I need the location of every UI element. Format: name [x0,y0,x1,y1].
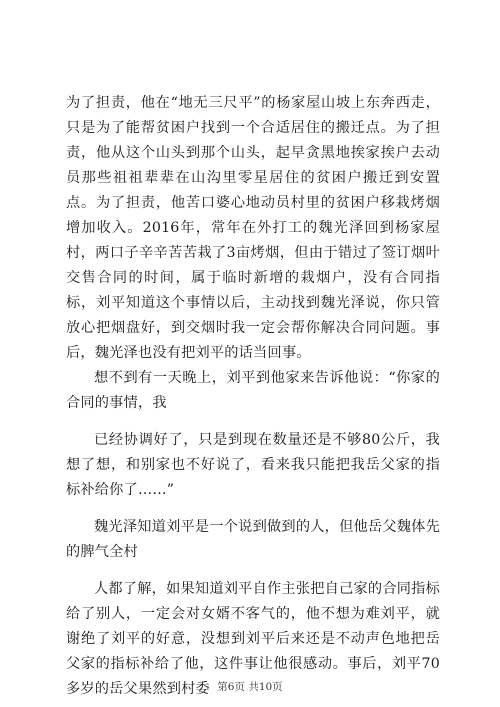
document-body [66,91,440,702]
page-footer [0,679,500,694]
paragraph-2: 想不到有一天晚上，刘平到他家来告诉他说：“你家的合同的事情，我 [66,370,440,411]
paragraph-4: 魏光泽知道刘平是一个说到做到的人，但他岳父魏体先的脾气全村 [66,519,440,560]
paragraph-3: 已经协调好了，只是到现在数量还是不够80公斤，我想了想，和别家也不好说了，看来我只能把我岳父家的指标补给你了……” [66,432,440,498]
page-number: 第6页 共10页 [217,681,283,693]
paragraph-1: 为了担责，他在“地无三尺平”的杨家屋山坡上东奔西走，只是为了能帮贫困户找到一个合适居住的搬迁点。为了担责，他从这个山头到那个山头，起早贪黑地挨家挨户去动员那些祖祖辈辈在山沟里零星居住的贫困户搬迁到安置点。为了担责，他苦口婆心地动员村里的贫困户移栽烤烟增加收入。2016年，常年在外打工的魏光泽回到杨家屋村，两口子辛辛苦苦栽了3亩烤烟，但由于错过了签订烟叶交售合同的时间，属于临时新增的栽烟户，没有合同指标，刘平知道这个事情以后，主动找到魏光泽说，你只管放心把烟盘好，到交烟时我一定会帮你解决合同问题。事后，魏光泽也没有把刘平的话当回事。 [66,95,440,361]
paragraph-5: 人都了解，如果知道刘平自作主张把自己家的合同指标给了别人，一定会对女婿不客气的，他不想为难刘平，就谢绝了刘平的好意，没想到刘平后来还是不动声色地把岳父家的指标补给了他，这件事让他很感动。事后，刘平70多岁的岳父果然到村委 [66,581,440,697]
